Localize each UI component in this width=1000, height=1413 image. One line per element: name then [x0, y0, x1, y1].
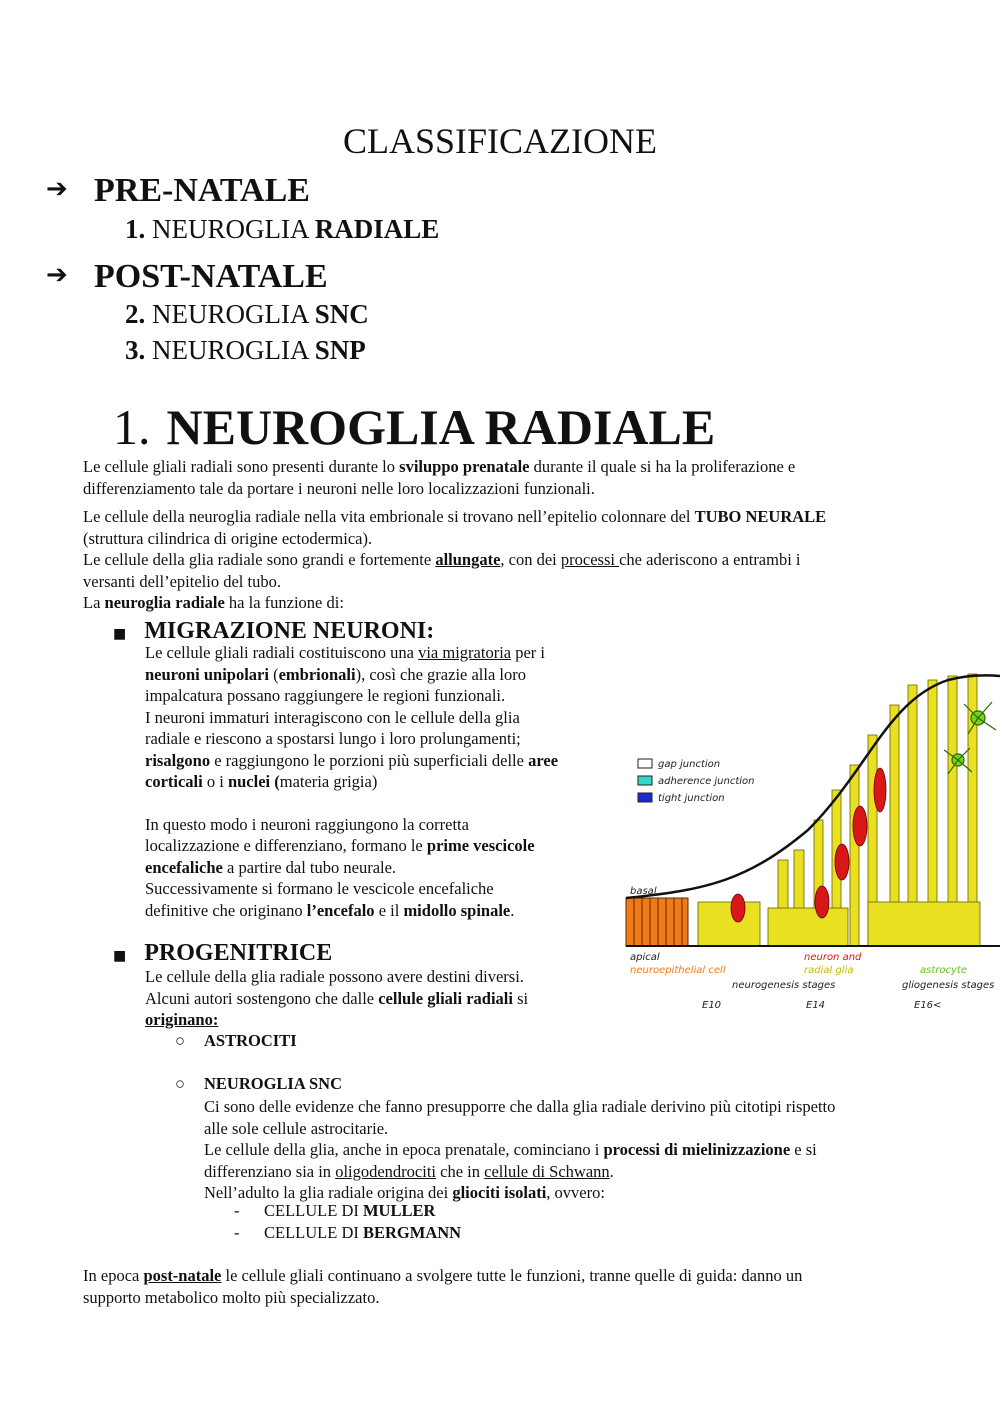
neuroepithelial-cells	[626, 898, 688, 946]
text-bold: TUBO NEURALE	[694, 507, 827, 526]
gliogenesis-label: gliogenesis stages	[902, 980, 995, 991]
text: o i	[202, 772, 228, 791]
text: Le cellule della glia radiale possono avere destini diversi.	[145, 967, 524, 986]
text-bold: risalgono	[145, 750, 211, 770]
arrow-right-icon: ➔	[46, 174, 68, 204]
text: Le cellule della glia radiale sono grandi e fortemente	[83, 550, 436, 569]
text: .	[609, 1161, 614, 1181]
basal-label: basal	[630, 886, 657, 897]
dash-item-bergmann	[234, 1223, 461, 1243]
migrating-neurons	[731, 768, 886, 922]
text: In questo modo i neuroni raggiungono la corretta	[145, 814, 469, 834]
class-item-2	[125, 299, 369, 330]
text: ), così che grazie alla loro	[355, 664, 526, 684]
text-bold: MULLER	[362, 1201, 436, 1220]
text: Le cellule della neuroglia radiale nella vita embrionale si trovano nell’epitelio colonnare del	[83, 507, 695, 526]
class-item-name: SNC	[314, 299, 369, 329]
text: durante il quale si ha la proliferazione e	[529, 457, 796, 476]
progenitrice-heading-text: PROGENITRICE	[144, 940, 333, 966]
legend-adherence-label: adherence junction	[658, 776, 755, 787]
arrow-right-icon: ➔	[46, 260, 68, 290]
text: impalcatura possano raggiungere le regioni funzionali.	[145, 686, 506, 705]
text-bold-underline: post-natale	[143, 1266, 222, 1285]
astrociti-label: ASTROCITI	[204, 1031, 297, 1050]
text: Le cellule della glia, anche in epoca prenatale, cominciano i	[204, 1140, 604, 1159]
paragraph-2	[83, 506, 923, 614]
class-item-prefix: NEUROGLIA	[152, 299, 308, 329]
circle-bullet-icon: ○	[175, 1074, 185, 1093]
text: (	[268, 664, 279, 684]
neurogenesis-label: neurogenesis stages	[732, 980, 836, 991]
apical-label: apical	[630, 952, 660, 963]
text-bold-underline: allungate	[435, 550, 501, 569]
e16-label: E16<	[914, 1000, 942, 1011]
text: Le cellule gliali radiali costituiscono una	[145, 643, 419, 662]
text-underline: processi	[560, 550, 620, 569]
text: e il	[374, 900, 404, 920]
progenitrice-body	[145, 966, 615, 1031]
neuroglia-snc-label: NEUROGLIA SNC	[204, 1074, 342, 1093]
migrazione-body	[145, 642, 615, 921]
list-item-astrociti	[175, 1031, 297, 1051]
text: versanti dell’epitelio del tubo.	[83, 571, 281, 591]
text-bold: cellule gliali radiali	[378, 988, 513, 1008]
text: ha la funzione di:	[224, 593, 344, 612]
text: definitive che originano	[145, 900, 307, 920]
classification-title: CLASSIFICAZIONE	[342, 121, 657, 161]
text-bold: neuroni unipolari	[145, 664, 269, 684]
class-item-prefix: NEUROGLIA	[152, 335, 308, 365]
text: differenziano sia in	[204, 1161, 336, 1181]
dash-bullet: -	[234, 1223, 240, 1242]
class-item-prefix: NEUROGLIA	[152, 214, 308, 244]
text: Alcuni autori sostengono che dalle	[145, 988, 379, 1008]
text-bold: prime vescicole	[426, 836, 535, 855]
section-title-text: NEUROGLIA RADIALE	[166, 399, 716, 455]
section-number: 1.	[113, 399, 151, 455]
text: e raggiungono le porzioni più superficiali delle	[210, 750, 529, 770]
e14-label: E14	[806, 1000, 826, 1011]
text-bold: BERGMANN	[362, 1223, 462, 1242]
neuron-and-label: neuron and	[804, 952, 862, 963]
text: per i	[511, 643, 546, 662]
class-item-number: 2.	[125, 299, 146, 329]
astrocyte-label: astrocyte	[920, 965, 967, 976]
post-natale-label: POST-NATALE	[94, 258, 328, 295]
radial-glia-figure	[618, 640, 1000, 1020]
text: Nell’adulto la glia radiale origina dei	[204, 1183, 453, 1202]
closing-paragraph	[83, 1265, 923, 1308]
text: alle sole cellule astrocitarie.	[204, 1118, 389, 1138]
text: , con dei	[500, 550, 561, 569]
class-item-number: 3.	[125, 335, 146, 365]
class-item-name: SNP	[314, 335, 366, 365]
square-bullet-icon: ■	[113, 626, 127, 642]
text-bold: l’encefalo	[306, 900, 375, 920]
text: (struttura cilindrica di origine ectodermica).	[83, 528, 373, 548]
text: La	[83, 593, 105, 612]
text-bold: glіociti isolati	[452, 1183, 547, 1202]
neuroepithelial-label: neuroepithelial cell	[630, 965, 726, 976]
text: che in	[436, 1161, 485, 1181]
text: supporto metabolico molto più specializzato.	[83, 1287, 380, 1307]
text: Successivamente si formano le vescicole encefaliche	[145, 879, 494, 898]
text: CELLULE DI	[264, 1223, 363, 1242]
text: In epoca	[83, 1266, 144, 1285]
text-bold: neuroglia radiale	[104, 593, 225, 612]
text: materia grigia)	[279, 772, 378, 791]
legend-tight-label: tight junction	[658, 793, 725, 804]
text: localizzazione e differenziano, formano le	[145, 836, 427, 855]
class-item-3	[125, 335, 366, 366]
post-natale-heading	[46, 258, 328, 296]
text-bold: sviluppo prenatale	[399, 457, 530, 476]
text-underline: oligodendrociti	[335, 1161, 437, 1181]
paragraph-1	[83, 456, 923, 499]
legend-swatch-gap	[638, 759, 652, 768]
text-underline: via migratoria	[418, 643, 512, 662]
text-bold-underline: originano:	[145, 1010, 219, 1029]
text: CELLULE DI	[264, 1201, 363, 1220]
square-bullet-icon: ■	[113, 948, 127, 964]
text: le cellule gliali continuano a svolgere tutte le funzioni, tranne quelle di guida: danno un	[221, 1266, 803, 1285]
legend-swatch-adherence	[638, 776, 652, 785]
legend-gap-label: gap junction	[658, 759, 721, 770]
text: a partire dal tubo neurale.	[222, 857, 397, 877]
text: che aderiscono a entrambi i	[619, 550, 801, 569]
text-bold: midollo spinale	[403, 900, 511, 920]
text: .	[510, 900, 515, 920]
neuroglia-snc-body	[204, 1096, 944, 1204]
list-item-neuroglia-snc	[175, 1074, 342, 1094]
radial-glia-label: radial glia	[804, 965, 854, 976]
dash-item-muller	[234, 1201, 435, 1221]
section-title	[113, 398, 715, 456]
class-item-number: 1.	[125, 214, 146, 244]
class-item-name: RADIALE	[314, 214, 440, 244]
text: e si	[790, 1140, 817, 1159]
migrazione-heading	[113, 618, 434, 645]
pre-natale-heading	[46, 172, 310, 210]
text: Ci sono delle evidenze che fanno presupporre che dalla glia radiale derivino più citotipi rispetto	[204, 1097, 836, 1116]
pre-natale-label: PRE-NATALE	[94, 172, 310, 209]
text-underline: cellule di Schwann	[484, 1161, 610, 1181]
text-bold: aree	[528, 750, 559, 770]
dash-bullet: -	[234, 1201, 240, 1220]
text: differenziamento tale da portare i neuroni nelle loro localizzazioni funzionali.	[83, 478, 595, 498]
text-bold: embrionali	[278, 664, 356, 684]
text: , ovvero:	[546, 1183, 605, 1202]
migrazione-heading-text: MIGRAZIONE NEURONI:	[144, 618, 435, 644]
text-bold: nuclei (	[227, 772, 280, 791]
text: I neuroni immaturi interagiscono con le cellule della glia	[145, 707, 520, 727]
progenitrice-heading	[113, 940, 332, 967]
text-bold: encefaliche	[145, 857, 223, 877]
text: si	[512, 988, 529, 1008]
text: radiale e riescono a spostarsi lungo i loro prolungamenti;	[145, 729, 521, 748]
e10-label: E10	[702, 1000, 722, 1011]
text: Le cellule gliali radiali sono presenti durante lo	[83, 457, 400, 476]
legend-swatch-tight	[638, 793, 652, 802]
class-item-1	[125, 214, 439, 245]
circle-bullet-icon: ○	[175, 1031, 185, 1050]
text-bold: corticali	[145, 772, 203, 791]
text-bold: processi di mielinizzazione	[603, 1140, 791, 1159]
